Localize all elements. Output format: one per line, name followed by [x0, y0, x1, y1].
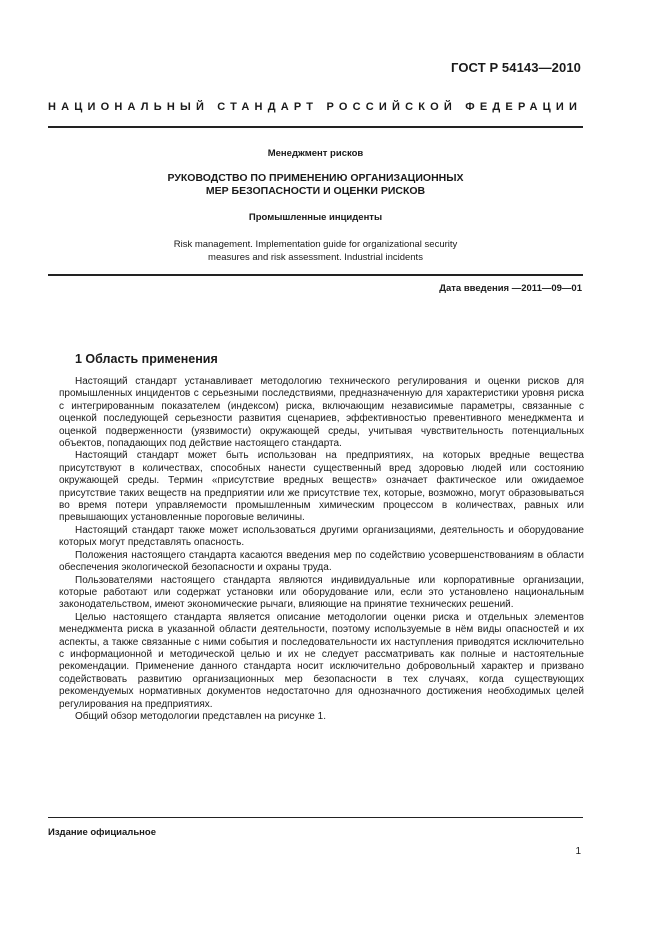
page-number: 1 — [575, 846, 581, 857]
header-rule — [48, 126, 583, 128]
paragraph: Настоящий стандарт может быть использован на предприятиях, на которых вредные вещества присутствуют в количествах, способных нанести существенный вред здоровью людей или состоянию окружающей среды. Термин «присутствие вредных веществ» означает фактическое или ожидаемое присутствие таких веществ на предприятии или же присутствие тех, которые, возможно, могут образовываться во время потери управляемости промышленным химическим процессом в количествах, равных или превышающих установленные пороговые величины. — [59, 450, 584, 524]
series-title: Менеджмент рисков — [267, 148, 364, 159]
paragraph: Настоящий стандарт устанавливает методологию технического регулирования и оценки рисков для промышленных инцидентов с серьезными последствиями, предназначенную для характеристики уровня риска с интегрированным показателем (индексом) риска, включающим независимые параметры, связанные с оценкой последующей серьезности развития сценариев, эффективностью превентивного менеджмента и оценкой подверженности (уязвимости) окружающей среды, учитывая чувствительность потенциальных объектов, попадающих под действие настоящего стандарта. — [59, 376, 584, 450]
national-standard-heading: НАЦИОНАЛЬНЫЙ СТАНДАРТ РОССИЙСКОЙ ФЕДЕРАЦИИ — [48, 101, 583, 113]
paragraph: Целью настоящего стандарта является описание методологии оценки риска и отдельных элементов менеджмента риска в указанной области деятельности, поэтому используемые в нём виды опасностей и их аспекты, а также связанные с ними события и последовательности их наступления приводятся исключительно с информационной и методической целью и их не следует рассматривать как полные и настоятельные рекомендации. Применение данного стандарта носит исключительно добровольный характер и призвано содействовать развитию организационных мер безопасности в тех случаях, когда существующих рекомендуемых нормативных документов недостаточно для однозначного достижения необходимых целей регулирования на предприятиях. — [59, 611, 584, 710]
subtitle: Промышленные инциденты — [248, 212, 383, 223]
english-title-line-2: measures and risk assessment. Industrial incidents — [208, 252, 423, 263]
paragraph: Настоящий стандарт также может использоваться другими организациями, деятельность и оборудование которых могут представлять опасность. — [59, 524, 584, 549]
paragraph: Пользователями настоящего стандарта являются индивидуальные или корпоративные организации, которые работают или содержат установки или оборудование или, если это установлено национальным законодательством, имеют экономические рычаги, влияющие на принятие технических решений. — [59, 574, 584, 611]
paragraph: Общий обзор методологии представлен на рисунке 1. — [75, 710, 326, 722]
standard-code: ГОСТ Р 54143—2010 — [451, 60, 581, 75]
main-title-line-1: РУКОВОДСТВО ПО ПРИМЕНЕНИЮ ОРГАНИЗАЦИОННЫХ — [167, 172, 464, 184]
section-title: 1 Область применения — [75, 352, 218, 366]
footer-rule — [48, 817, 583, 818]
paragraph: Положения настоящего стандарта касаются введения мер по содействию усовершенствованиям в области обеспечения экологической безопасности и охраны труда. — [59, 549, 584, 574]
official-edition-label: Издание официальное — [48, 827, 156, 838]
introduction-date: Дата введения —2011—09—01 — [439, 283, 582, 294]
main-title-line-2: МЕР БЕЗОПАСНОСТИ И ОЦЕНКИ РИСКОВ — [205, 185, 426, 197]
english-title-line-1: Risk management. Implementation guide for organizational security — [173, 239, 458, 250]
section-body — [59, 376, 584, 723]
title-block-rule — [48, 274, 583, 276]
